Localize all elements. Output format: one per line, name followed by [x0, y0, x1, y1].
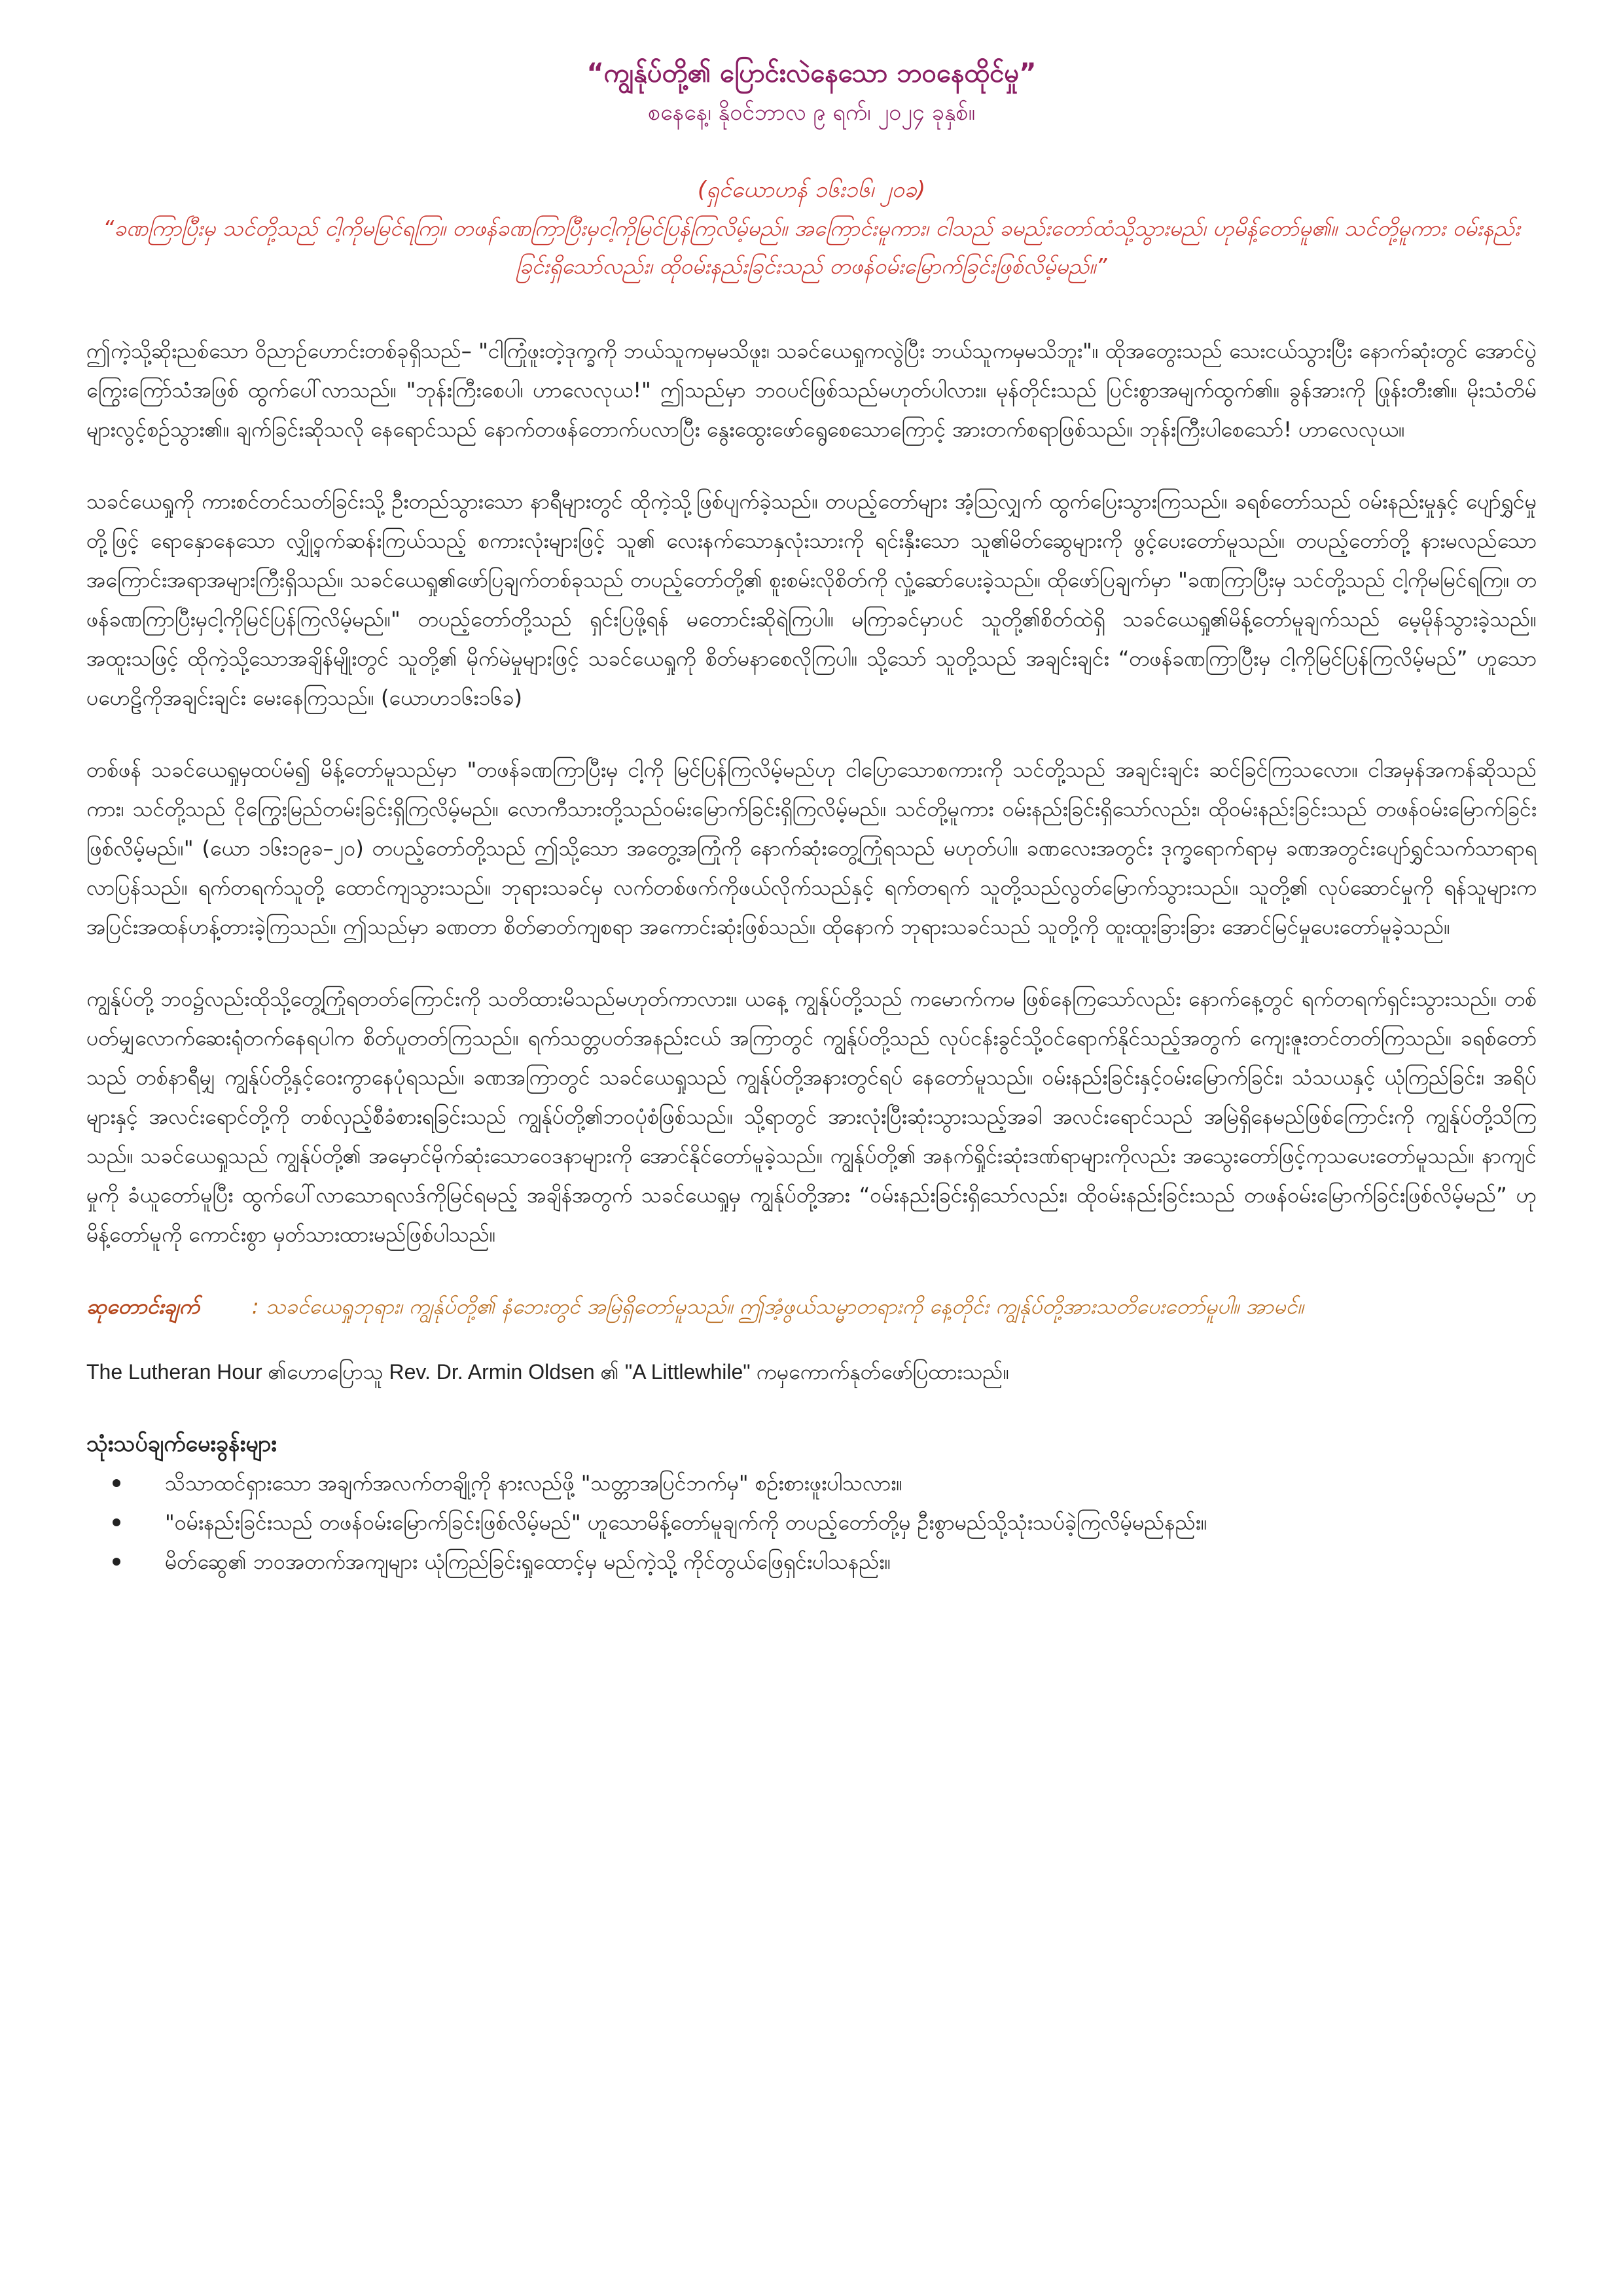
question-item [86, 1503, 1537, 1542]
source-credit: The Lutheran Hour ၏ဟောပြောသူ Rev. Dr. Armin Oldsen ၏ "A Littlewhile" ကမှကောက်နုတ်ဖော်ပြထားသည်။ [86, 1360, 1010, 1384]
page-date: စနေနေ့၊ နိုဝင်ဘာလ ၉ ရက်၊ ၂၀၂၄ ခုနှစ်။ [648, 99, 975, 126]
bullet-icon [113, 1542, 120, 1581]
body-paragraph-4: ကျွန်ုပ်တို့ ဘဝ၌လည်းထိုသို့တွေ့ကြုံရတတ်ကြောင်းကို သတိထားမိသည်မဟုတ်ကာလား။ ယနေ့ ကျွန်ုပ်တို့သည် ကမောက်ကမ ဖြစ်နေကြသော်လည်း နောက်နေ့တွင် ရက်တရက်ရှင်းသွားသည်။ တစ်ပတ်မျှလောက်ဆေးရုံတက်နေရပါက စိတ်ပူတတ်ကြသည်။ ရက်သတ္တပတ်အနည်းငယ် အကြာတွင် ကျွန်ုပ်တို့သည် လုပ်ငန်းခွင်သို့ဝင်ရောက်နိုင်သည့်အတွက် ကျေးဇူးတင်တတ်ကြသည်။ ခရစ်တော်သည် တစ်နာရီမျှ ကျွန်ုပ်တို့နှင့်ဝေးကွာနေပုံရသည်။ ခဏအကြာတွင် သခင်ယေရှုသည် ကျွန်ုပ်တို့အနားတွင်ရပ် နေတော်မူသည်။ ဝမ်းနည်းခြင်းနှင့်ဝမ်းမြောက်ခြင်း၊ သံသယနှင့် ယုံကြည်ခြင်း၊ အရိပ်များနှင့် အလင်းရောင်တို့ကို တစ်လှည့်စီခံစားရခြင်းသည် ကျွန်ုပ်တို့၏ဘဝပုံစံဖြစ်သည်။ သို့ရာတွင် အားလုံးပြီးဆုံးသွားသည့်အခါ အလင်းရောင်သည် အမြဲရှိနေမည်ဖြစ်ကြောင်းကို ကျွန်ုပ်တို့သိကြသည်။ သခင်ယေရှုသည် ကျွန်ုပ်တို့၏ အမှောင်မိုက်ဆုံးသောဝေဒနာများကို အောင်နိုင်တော်မူခဲ့သည်။ ကျွန်ုပ်တို့၏ အနက်ရှိုင်းဆုံးဒဏ်ရာများကိုလည်း အသွေးတော်ဖြင့်ကုသပေးတော်မူသည်။ နာကျင်မှုကို ခံယူတော်မူပြီး ထွက်ပေါ်လာသောရလဒ်ကိုမြင်ရမည့် အချိန်အတွက် သခင်ယေရှုမှ ကျွန်ုပ်တို့အား “ဝမ်းနည်းခြင်းရှိသော်လည်း၊ ထိုဝမ်းနည်းခြင်းသည် တဖန်ဝမ်းမြောက်ခြင်းဖြစ်လိမ့်မည်” ဟုမိန့်တော်မူကို ကောင်းစွာ မှတ်သားထားမည်ဖြစ်ပါသည်။ [86, 986, 1537, 1247]
question-text: "ဝမ်းနည်းခြင်းသည် တဖန်ဝမ်းမြောက်ခြင်းဖြစ်လိမ့်မည်" ဟူသောမိန့်တော်မူချက်ကို တပည့်တော်တို့မှ ဦးစွာမည်သို့သုံးသပ်ခဲ့ကြလိမ့်မည်နည်း။ [165, 1510, 1207, 1535]
scripture-reference: (ရှင်ယောဟန် ၁၆း၁၆၊ ၂၀ခ) [697, 177, 926, 203]
questions-list [86, 1463, 1537, 1581]
body-paragraph-1: ဤကဲ့သို့ဆိုးညစ်သော ဝိညာဉ်ဟောင်းတစ်ခုရှိသည်– "ငါကြုံဖူးတဲ့ဒုက္ခကို ဘယ်သူကမှမသိဖူး၊ သခင်ယေရှုကလွဲပြီး ဘယ်သူကမှမသိဘူး"။ ထိုအတွေးသည် သေးငယ်သွားပြီး နောက်ဆုံးတွင် အောင်ပွဲကြွေးကြော်သံအဖြစ် ထွက်ပေါ်လာသည်။ "ဘုန်းကြီးစေပါ၊ ဟာလေလုယ!" ဤသည်မှာ ဘဝပင်ဖြစ်သည်မဟုတ်ပါလား။ မုန်တိုင်းသည် ပြင်းစွာအမျက်ထွက်၏။ ခွန်အားကို ဖြုန်းတီး၏။ မိုးသံတိမ်များလွင့်စဉ်သွား၏။ ချက်ခြင်းဆိုသလို နေရောင်သည် နောက်တဖန်တောက်ပလာပြီး နွေးထွေးဖော်ရွေစေသောကြောင့် အားတက်စရာဖြစ်သည်။ ဘုန်းကြီးပါစေသော်! ဟာလေလုယ။ [86, 338, 1537, 442]
page-title: “ကျွန်ုပ်တို့၏ ပြောင်းလဲနေသော ဘဝနေထိုင်မှု” [586, 58, 1037, 88]
devotional-page [86, 52, 1537, 1581]
scripture-text: “ခဏကြာပြီးမှ သင်တို့သည် ငါ့ကိုမမြင်ရကြ။ တဖန်ခဏကြာပြီးမှငါ့ကိုမြင်ပြန်ကြလိမ့်မည်။ အကြောင်းမူကား၊ ငါသည် ခမည်းတော်ထံသို့သွားမည်၊ ဟုမိန့်တော်မူ၏။ သင်တို့မူကား ဝမ်းနည်းခြင်းရှိသော်လည်း၊ ထိုဝမ်းနည်းခြင်းသည် တဖန်ဝမ်းမြောက်ခြင်းဖြစ်လိမ့်မည်။” [103, 215, 1520, 279]
prayer [86, 1287, 1537, 1326]
body-paragraph-3: တစ်ဖန် သခင်ယေရှုမှထပ်မံ၍ မိန့်တော်မူသည်မှာ "တဖန်ခဏကြာပြီးမှ ငါ့ကို မြင်ပြန်ကြလိမ့်မည်ဟု ငါပြောသောစကားကို သင်တို့သည် အချင်းချင်း ဆင်ခြင်ကြသလော။ ငါအမှန်အကန်ဆိုသည်ကား၊ သင်တို့သည် ငိုကြွေးမြည်တမ်းခြင်းရှိကြလိမ့်မည်။ လောကီသားတို့သည်ဝမ်းမြောက်ခြင်းရှိကြလိမ့်မည်။ သင်တို့မူကား ဝမ်းနည်းခြင်းရှိသော်လည်း၊ ထိုဝမ်းနည်းခြင်းသည် တဖန်ဝမ်းမြောက်ခြင်းဖြစ်လိမ့်မည်။" (ယော ၁၆း၁၉ခ–၂၀) တပည့်တော်တို့သည် ဤသို့သော အတွေ့အကြုံကို နောက်ဆုံးတွေ့ကြုံရသည် မဟုတ်ပါ။ ခဏလေးအတွင်း ဒုက္ခရောက်ရာမှ ခဏအတွင်းပျော်ရွှင်သက်သာရာရလာပြန်သည်။ ရက်တရက်သူတို့ ထောင်ကျသွားသည်။ ဘုရားသခင်မှ လက်တစ်ဖက်ကိုဖယ်လိုက်သည်နှင့် ရက်တရက် သူတို့သည်လွတ်မြောက်သွားသည်။ သူတို့၏ လုပ်ဆောင်မှုကို ရန်သူများက အပြင်းအထန်ဟန့်တားခဲ့ကြသည်။ ဤသည်မှာ ခဏတာ စိတ်ဓာတ်ကျစရာ အကောင်းဆုံးဖြစ်သည်။ ထိုနောက် ဘုရားသခင်သည် သူတို့ကို ထူးထူးခြားခြား အောင်မြင်မှုပေးတော်မူခဲ့သည်။ [86, 757, 1537, 939]
question-item [86, 1542, 1537, 1581]
questions-heading: သုံးသပ်ချက်မေးခွန်းများ [86, 1431, 277, 1457]
bullet-icon [113, 1503, 120, 1542]
body-paragraph-2: သခင်ယေရှုကို ကားစင်တင်သတ်ခြင်းသို့ ဦးတည်သွားသော နာရီများတွင် ထိုကဲ့သို့ဖြစ်ပျက်ခဲ့သည်။ တပည့်တော်များ အံ့သြလျှက် ထွက်ပြေးသွားကြသည်။ ခရစ်တော်သည် ဝမ်းနည်းမှုနှင့် ပျော်ရွှင်မှုတို့ဖြင့် ရောနှောနေသော လျှို့ဝှက်ဆန်းကြယ်သည့် စကားလုံးများဖြင့် သူ၏ လေးနက်သောနှလုံးသားကို ရင်းနှီးသော သူ၏မိတ်ဆွေများကို ဖွင့်ပေးတော်မူသည်။ တပည့်တော်တို့ နားမလည်သောအကြောင်းအရာအများကြီးရှိသည်။ သခင်ယေရှု၏ဖော်ပြချက်တစ်ခုသည် တပည့်တော်တို့၏ စူးစမ်းလိုစိတ်ကို လှုံ့ဆော်ပေးခဲ့သည်။ ထိုဖော်ပြချက်မှာ "ခဏကြာပြီးမှ သင်တို့သည် ငါ့ကိုမမြင်ရကြ။ တဖန်ခဏကြာပြီးမှငါ့ကိုမြင်ပြန်ကြလိမ့်မည်။" တပည့်တော်တို့သည် ရှင်းပြဖို့ရန် မတောင်းဆိုရဲကြပါ။ မကြာခင်မှာပင် သူတို့၏စိတ်ထဲရှိ သခင်ယေရှု၏မိန့်တော်မူချက်သည် မေ့မိုန်သွားခဲ့သည်။ အထူးသဖြင့် ထိုကဲ့သို့သောအချိန်မျိုးတွင် သူတို့၏ မိုက်မဲမှုများဖြင့် သခင်ယေရှုကို စိတ်မနာစေလိုကြပါ။ သို့သော် သူတို့သည် အချင်းချင်း “တဖန်ခဏကြာပြီးမှ ငါ့ကိုမြင်ပြန်ကြလိမ့်မည်” ဟူသော ပဟေဠိကိုအချင်းချင်း မေးနေကြသည်။ (ယောဟ၁၆း၁၆ခ) [86, 489, 1537, 710]
question-text: မိတ်ဆွေ၏ ဘဝအတက်အကျများ ယုံကြည်ခြင်းရှုထောင့်မှ မည်ကဲ့သို့ ကိုင်တွယ်ဖြေရှင်းပါသနည်း။ [165, 1549, 891, 1574]
prayer-text: : သခင်ယေရှုဘုရား၊ ကျွန်ုပ်တို့၏ နံဘေးတွင် အမြဲရှိတော်မူသည်။ ဤအံ့ဖွယ်သမ္မာတရားကို နေ့တိုင်း ကျွန်ုပ်တို့အားသတိပေးတော်မူပါ။ အာမင်။ [251, 1294, 1304, 1319]
question-text: သိသာထင်ရှားသော အချက်အလက်တချို့ကို နားလည်ဖို့ "သတ္တာအပြင်ဘက်မှ" စဉ်းစားဖူးပါသလား။ [165, 1471, 902, 1496]
prayer-label: ဆုတောင်းချက် [86, 1294, 200, 1319]
question-item [86, 1463, 1537, 1503]
bullet-icon [113, 1463, 120, 1503]
